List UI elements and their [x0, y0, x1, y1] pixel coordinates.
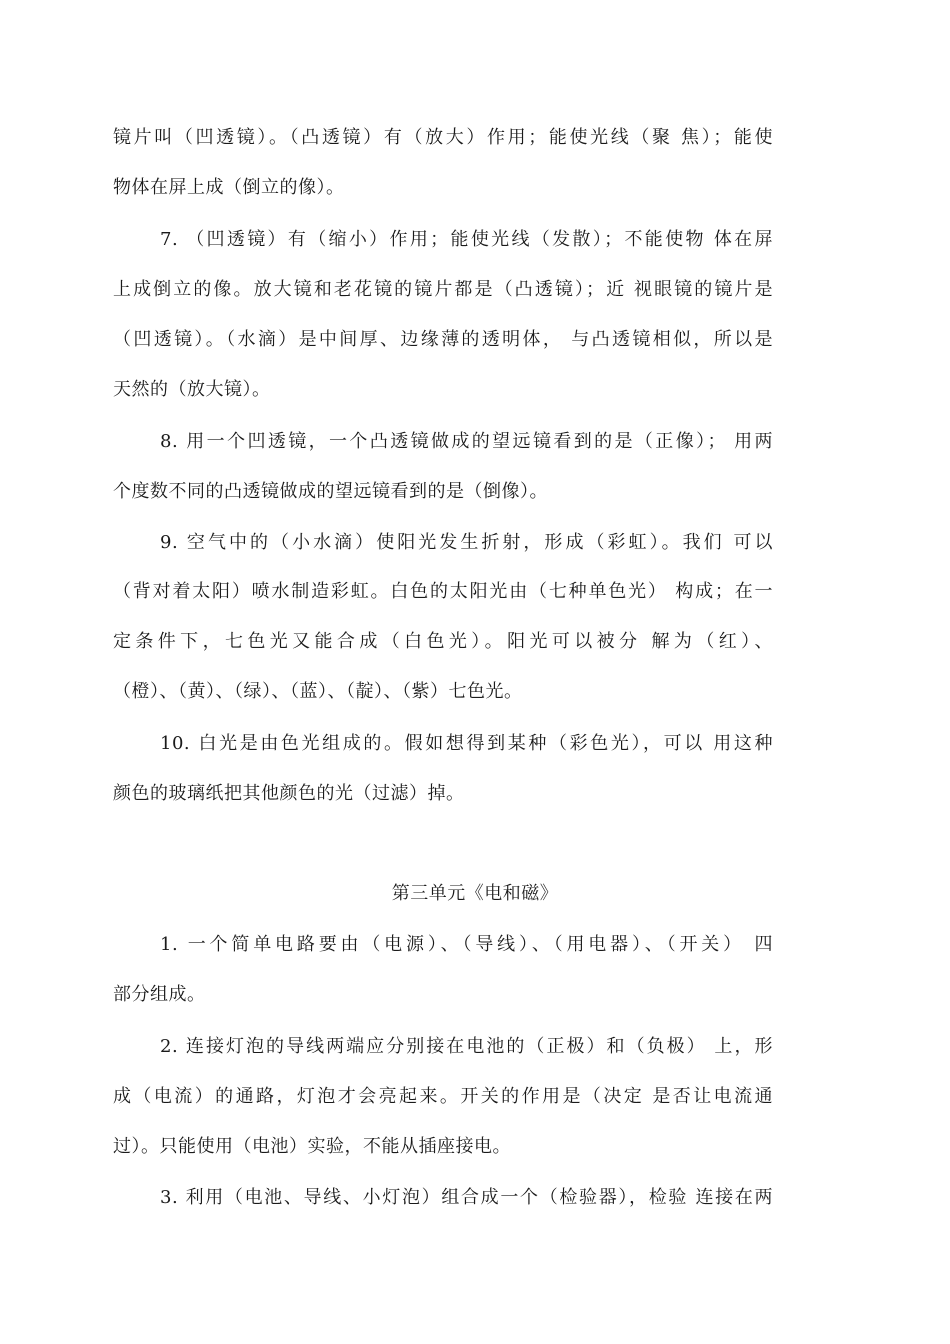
- section-title: 第三单元《电和磁》: [391, 883, 559, 904]
- text-line: （橙）、（黄）、（绿）、（蓝）、（靛）、（紫）七色光。: [113, 681, 523, 702]
- paragraph-2-first-line: 2. 连接灯泡的导线两端应分别接在电池的（正极）和（负极） 上，形: [160, 1036, 773, 1057]
- paragraph-10-first-line: 10. 白光是由色光组成的。假如想得到某种（彩色光），可以 用这种: [160, 733, 773, 754]
- text-line: 过）。只能使用（电池）实验，不能从插座接电。: [113, 1136, 511, 1157]
- paragraph-8-first-line: 8. 用一个凹透镜，一个凸透镜做成的望远镜看到的是（正像）； 用两: [160, 431, 773, 452]
- text-line: 上成倒立的像。放大镜和老花镜的镜片都是（凸透镜）；近 视眼镜的镜片是: [113, 279, 773, 300]
- paragraph-9-first-line: 9. 空气中的（小水滴）使阳光发生折射，形成（彩虹）。我们 可以: [160, 532, 773, 553]
- text-line: 物体在屏上成（倒立的像）。: [113, 177, 345, 198]
- text-line: （凹透镜）。（水滴）是中间厚、边缘薄的透明体， 与凸透镜相似，所以是: [113, 329, 773, 350]
- text-line: 定条件下，七色光又能合成（白色光）。阳光可以被分 解为（红）、: [113, 631, 773, 652]
- paragraph-7-first-line: 7. （凹透镜）有（缩小）作用；能使光线（发散）；不能使物 体在屏: [160, 229, 773, 250]
- text-line: 镜片叫（凹透镜）。（凸透镜）有（放大）作用；能使光线（聚 焦）；能使: [113, 127, 773, 148]
- text-line: 个度数不同的凸透镜做成的望远镜看到的是（倒像）。: [113, 481, 548, 502]
- paragraph-3-first-line: 3. 利用（电池、导线、小灯泡）组合成一个（检验器），检验 连接在两: [160, 1187, 773, 1208]
- text-line: 颜色的玻璃纸把其他颜色的光（过滤）掉。: [113, 783, 465, 804]
- text-line: 天然的（放大镜）。: [113, 379, 271, 400]
- text-line: 成（电流）的通路，灯泡才会亮起来。开关的作用是（决定 是否让电流通: [113, 1086, 773, 1107]
- text-line: 部分组成。: [113, 984, 206, 1005]
- paragraph-1-first-line: 1. 一个简单电路要由（电源）、（导线）、（用电器）、（开关） 四: [160, 934, 773, 955]
- text-line: （背对着太阳）喷水制造彩虹。白色的太阳光由（七种单色光） 构成；在一: [113, 581, 773, 602]
